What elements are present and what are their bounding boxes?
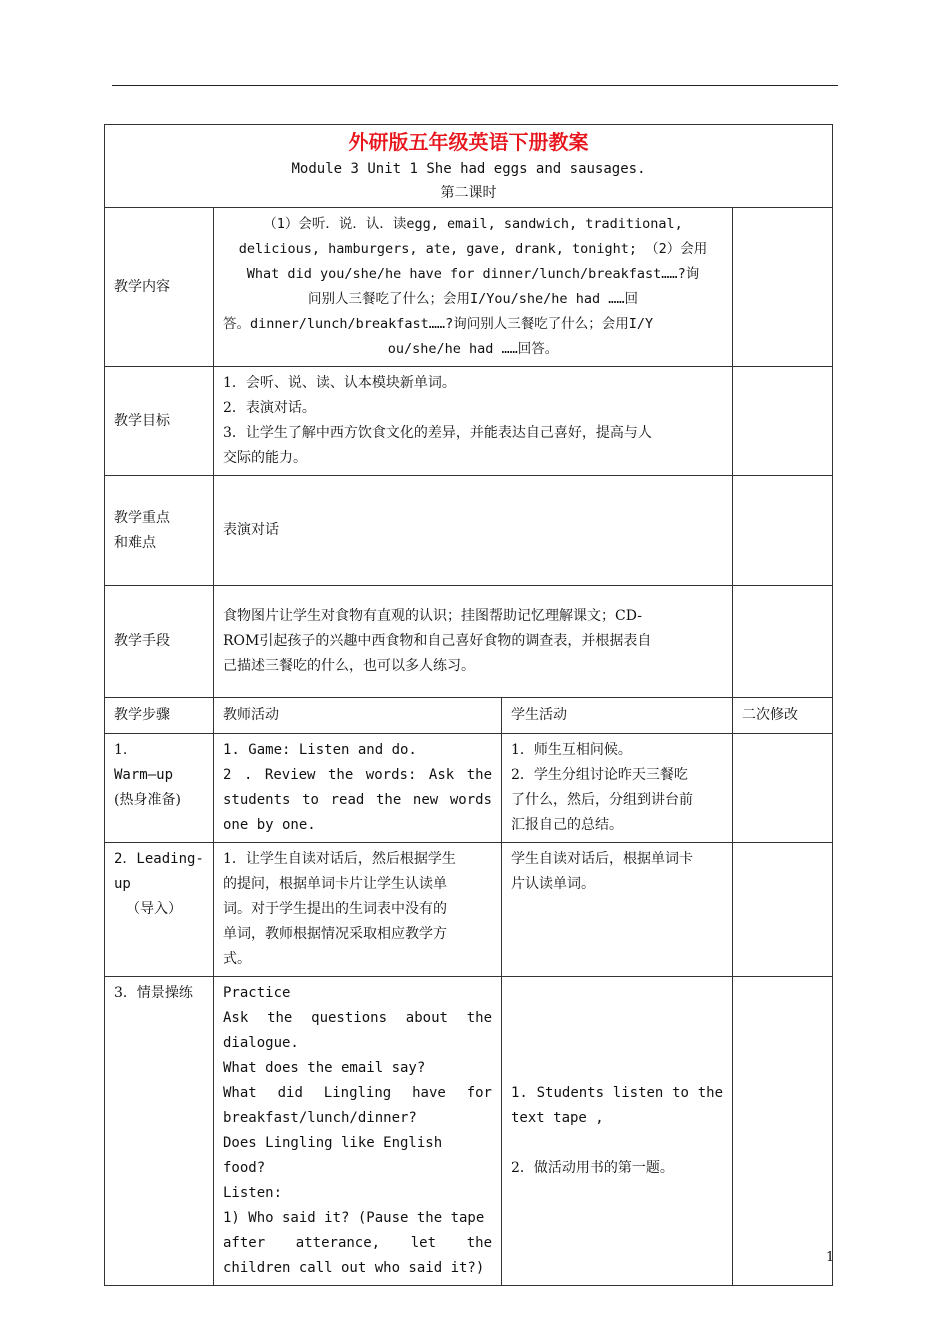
page-number: 1	[826, 1250, 835, 1265]
teacher-activity	[214, 843, 502, 977]
revision-cell	[733, 843, 833, 977]
teacher-line: students to read the new words	[223, 792, 492, 808]
means-line: ROM引起孩子的兴趣中西食物和自己喜好食物的调查表，并根据表自	[223, 633, 652, 649]
step-row-practice	[105, 977, 833, 1286]
teacher-line: Listen:	[223, 1185, 283, 1201]
student-activity	[502, 843, 733, 977]
step-label-line: 1.	[114, 742, 128, 758]
means-line: 食物图片让学生对食物有直观的认识；挂图帮助记忆理解课文；CD-	[223, 608, 642, 624]
teacher-line: one by one.	[223, 817, 316, 833]
means-revision-cell	[733, 586, 833, 698]
keypoints-row	[105, 476, 833, 586]
teacher-line: 式。	[223, 951, 251, 967]
content-line: delicious, hamburgers, ate, gave, drank, tonight; （2）会用	[238, 241, 708, 257]
step-label-line: Warm—up	[114, 767, 174, 783]
student-line: 2．做活动用书的第一题。	[511, 1160, 674, 1176]
teacher-line: Does Lingling like English food?	[223, 1135, 443, 1176]
means-text	[214, 586, 733, 698]
student-line: 汇报自己的总结。	[511, 817, 623, 833]
teacher-line: 词。对于学生提出的生词表中没有的	[223, 901, 447, 917]
lesson-number: 第二课时	[440, 185, 497, 201]
teacher-activity	[214, 734, 502, 843]
teacher-line: What does the email say?	[223, 1060, 426, 1076]
teacher-line: children call out who said it?)	[223, 1260, 485, 1276]
keypoints-revision-cell	[733, 476, 833, 586]
step-row-leading-up	[105, 843, 833, 977]
student-activity	[502, 977, 733, 1286]
teacher-line: 2 . Review the words: Ask the	[223, 767, 492, 783]
steps-header-row	[105, 698, 833, 734]
goal-line: 3．让学生了解中西方饮食文化的差异，并能表达自己喜好，提高与人	[223, 425, 652, 441]
revision-cell	[733, 977, 833, 1286]
goal-line: 2．表演对话。	[223, 400, 316, 416]
means-label: 教学手段	[105, 586, 214, 698]
goals-label: 教学目标	[105, 367, 214, 476]
teacher-line: 1．让学生自读对话后，然后根据学生	[223, 851, 456, 867]
content-line: ou/she/he had ……回答。	[387, 341, 559, 357]
steps-header-teacher: 教师活动	[214, 698, 502, 734]
student-line: 了什么，然后，分组到讲台前	[511, 792, 693, 808]
teacher-line: 的提问，根据单词卡片让学生认读单	[223, 876, 447, 892]
keypoints-text: 表演对话	[214, 476, 733, 586]
step-label	[105, 977, 214, 1286]
step-label-line: 2．Leading-	[114, 851, 204, 867]
goal-line: 交际的能力。	[223, 450, 307, 466]
teacher-line: 单词，教师根据情况采取相应教学方	[223, 926, 447, 942]
lesson-plan-table	[104, 124, 833, 1286]
step-row-warmup	[105, 734, 833, 843]
steps-header-revision: 二次修改	[733, 698, 833, 734]
step-label-line: （导入）	[126, 901, 182, 917]
document-subtitle: Module 3 Unit 1 She had eggs and sausages.	[291, 161, 646, 177]
content-line: What did you/she/he have for dinner/lunch/breakfast……?询	[246, 266, 700, 282]
title-cell	[105, 125, 833, 208]
teacher-line: 1. Game: Listen and do.	[223, 742, 417, 758]
goals-revision-cell	[733, 367, 833, 476]
keypoints-label	[105, 476, 214, 586]
document-title: 外研版五年级英语下册教案	[348, 130, 589, 154]
teacher-line: Ask the questions about the	[223, 1010, 492, 1026]
content-line: 问别人三餐吃了什么；会用I/You/she/he had ……回	[308, 291, 638, 307]
content-revision-cell	[733, 208, 833, 367]
teacher-line: Practice	[223, 985, 291, 1001]
teacher-line: after atterance, let the	[223, 1235, 492, 1251]
means-row	[105, 586, 833, 698]
teacher-activity	[214, 977, 502, 1286]
content-text	[214, 208, 733, 367]
keypoints-label-line: 教学重点	[114, 509, 170, 526]
goal-line: 1．会听、说、读、认本模块新单词。	[223, 375, 456, 391]
goals-text	[214, 367, 733, 476]
teacher-line: 1) Who said it? (Pause the tape	[223, 1210, 485, 1226]
student-line: 1. Students listen to the	[511, 1085, 723, 1101]
content-row	[105, 208, 833, 367]
student-line: 1．师生互相问候。	[511, 742, 632, 758]
step-label-line: (热身准备)	[114, 792, 181, 808]
step-label	[105, 843, 214, 977]
step-label-line: 3．情景操练	[114, 985, 193, 1001]
student-line: text tape ,	[511, 1110, 604, 1126]
steps-header-student: 学生活动	[502, 698, 733, 734]
teacher-line: dialogue.	[223, 1035, 299, 1051]
content-line: 答。dinner/lunch/breakfast……?询问别人三餐吃了什么；会用I/Y	[223, 316, 654, 332]
student-line: 学生自读对话后，根据单词卡	[511, 851, 693, 867]
steps-header-step: 教学步骤	[105, 698, 214, 734]
teacher-line: breakfast/lunch/dinner?	[223, 1110, 417, 1126]
student-line: 2．学生分组讨论昨天三餐吃	[511, 767, 688, 783]
header-rule	[112, 85, 838, 86]
student-activity	[502, 734, 733, 843]
goals-row	[105, 367, 833, 476]
student-blank-line	[511, 1131, 723, 1156]
teacher-line: What did Lingling have for	[223, 1085, 492, 1101]
student-line: 片认读单词。	[511, 876, 595, 892]
step-label-line: up	[114, 876, 131, 892]
means-line: 己描述三餐吃的什么，也可以多人练习。	[223, 658, 475, 674]
step-label	[105, 734, 214, 843]
title-row	[105, 125, 833, 208]
content-line: （1）会听．说．认．读egg, email, sandwich, traditional,	[263, 216, 683, 232]
content-label: 教学内容	[105, 208, 214, 367]
revision-cell	[733, 734, 833, 843]
keypoints-label-line: 和难点	[114, 534, 156, 551]
